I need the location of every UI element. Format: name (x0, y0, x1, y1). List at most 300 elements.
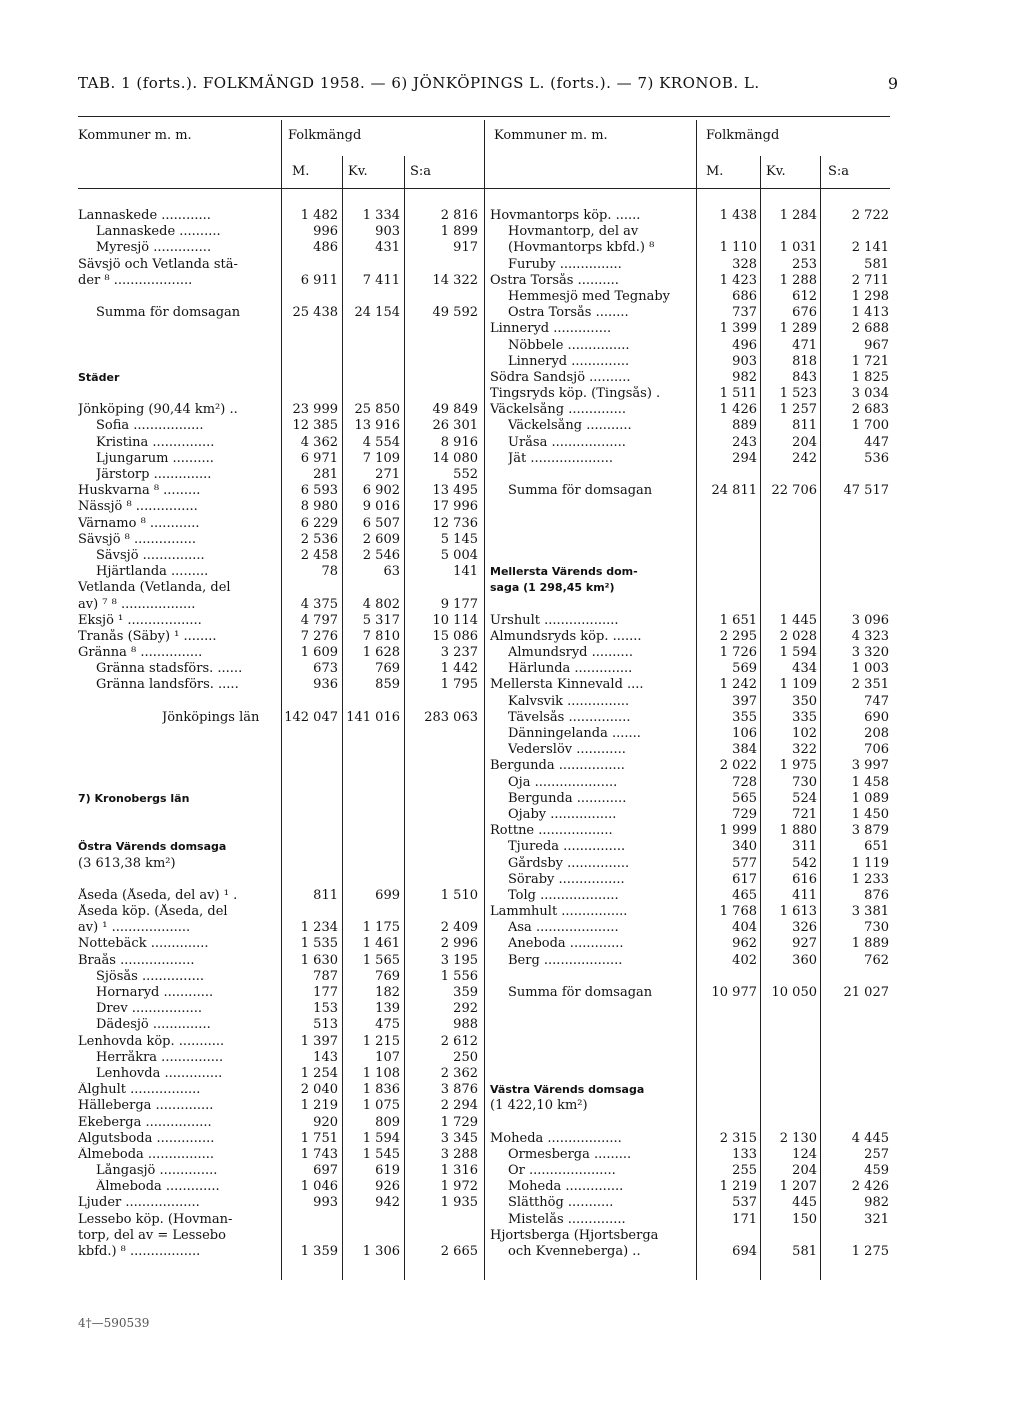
women-count: 1 565 (362, 952, 400, 968)
table-row (490, 758, 890, 774)
total-count: 141 (453, 564, 478, 580)
table-row (78, 597, 478, 613)
men-count: 8 980 (300, 499, 338, 515)
total-count: 4 445 (851, 1130, 889, 1146)
municipality-name: torp, del av = Lessebo (78, 1227, 226, 1243)
women-count: 322 (792, 742, 817, 758)
table-row (490, 451, 890, 467)
total-count: 747 (864, 693, 889, 709)
municipality-name: Hjortsberga (Hjortsberga (490, 1227, 659, 1243)
table-row (490, 726, 890, 742)
men-count: 1 423 (719, 272, 757, 288)
table-row (78, 370, 478, 386)
column-divider (484, 120, 485, 1280)
women-count: 2 028 (779, 628, 817, 644)
total-count: 8 916 (440, 434, 478, 450)
municipality-name: Lammhult ................ (490, 904, 628, 920)
total-count: 1 972 (440, 1179, 478, 1195)
table-row (490, 224, 890, 240)
table-row (490, 1212, 890, 1228)
women-count: 475 (375, 1017, 400, 1033)
table-row (78, 1001, 478, 1017)
total-count: 359 (453, 985, 478, 1000)
table-row (78, 985, 478, 1001)
women-count: 13 916 (354, 418, 400, 434)
total-count: 4 323 (851, 628, 889, 644)
table-row (78, 726, 478, 742)
municipality-name: Mistelås .............. (508, 1211, 626, 1227)
total-count: 250 (453, 1049, 478, 1065)
table-row (78, 791, 478, 807)
total-count: 1 089 (851, 790, 889, 806)
men-count: 513 (313, 1017, 338, 1033)
table-row (78, 953, 478, 969)
municipality-name: Sofia ................. (96, 418, 204, 434)
men-count: 982 (732, 369, 757, 385)
men-count: 294 (732, 450, 757, 466)
total-count: 2 665 (440, 1244, 478, 1259)
municipality-name: der ⁸ ................... (78, 272, 193, 288)
table-row (78, 694, 478, 710)
total-count: 1 275 (851, 1244, 889, 1259)
men-count: 936 (313, 677, 338, 693)
municipality-name: Älghult ................. (78, 1082, 201, 1098)
total-count: 988 (453, 1017, 478, 1033)
municipality-name: Jät .................... (508, 450, 613, 466)
table-row (78, 1034, 478, 1050)
men-count: 673 (313, 661, 338, 677)
municipality-name: (Hovmantorps kbfd.) ⁸ (508, 240, 655, 256)
total-count: 3 345 (440, 1130, 478, 1146)
women-count: 818 (792, 353, 817, 369)
table-row (78, 483, 478, 499)
men-count: 962 (732, 936, 757, 952)
women-count: 1 284 (779, 208, 817, 223)
women-count: 1 975 (779, 758, 817, 774)
total-count: 2 683 (851, 402, 889, 418)
municipality-name: Dänningelanda ....... (508, 726, 641, 741)
women-count: 1 880 (779, 823, 817, 839)
table-row (78, 354, 478, 370)
women-count: 204 (792, 1163, 817, 1179)
municipality-name: Väckelsång ........... (508, 418, 632, 434)
women-count: 471 (792, 337, 817, 353)
men-count: 171 (732, 1211, 757, 1227)
table-row (78, 661, 478, 677)
women-count: 1 613 (779, 904, 817, 920)
table-row (490, 872, 890, 888)
women-count: 253 (792, 256, 817, 272)
women-count: 730 (792, 774, 817, 790)
total-count: 17 996 (432, 499, 478, 515)
total-count: 15 086 (432, 628, 478, 644)
men-count: 6 971 (300, 450, 338, 466)
municipality-name: Summa för domsagan (508, 985, 653, 1000)
women-count: 7 411 (362, 272, 400, 288)
women-count: 1 109 (779, 677, 817, 693)
municipality-name: Slätthög ........... (508, 1195, 614, 1211)
table-row (490, 904, 890, 920)
table-row (78, 580, 478, 596)
men-count: 1 768 (719, 904, 757, 920)
men-count: 1 999 (719, 823, 757, 839)
municipality-name: Gårdsby ............... (508, 855, 630, 871)
women-count: 676 (792, 305, 817, 321)
women-count: 927 (792, 936, 817, 952)
total-count: 9 177 (440, 596, 478, 612)
table-row (78, 564, 478, 580)
men-count: 729 (732, 806, 757, 822)
municipality-name: Furuby ............... (508, 256, 622, 272)
men-count: 106 (732, 726, 757, 741)
men-count: 1 609 (300, 645, 338, 661)
total-count: 12 736 (432, 515, 478, 531)
table-row (490, 1147, 890, 1163)
total-count: 706 (864, 742, 889, 758)
men-count: 78 (321, 564, 338, 580)
total-count: 2 688 (851, 321, 889, 337)
municipality-name: Myresjö .............. (96, 240, 212, 256)
municipality-name: Berg ................... (508, 952, 623, 968)
total-count: 21 027 (843, 985, 889, 1000)
total-count: 1 721 (851, 353, 889, 369)
table-row (490, 516, 890, 532)
men-count: 486 (313, 240, 338, 256)
municipality-name: Braås .................. (78, 952, 195, 968)
total-count: 917 (453, 240, 478, 256)
print-code: 4†—590539 (78, 1316, 150, 1330)
men-count: 10 977 (711, 985, 757, 1000)
total-count: 3 096 (851, 612, 889, 628)
men-count: 255 (732, 1163, 757, 1179)
municipality-name: Huskvarna ⁸ ......... (78, 483, 201, 499)
right-rows (490, 208, 890, 1260)
municipality-name: Drev ................. (96, 1001, 203, 1017)
total-count: 292 (453, 1001, 478, 1017)
total-count: 2 294 (440, 1098, 478, 1114)
women-count: 926 (375, 1179, 400, 1195)
table-row (78, 435, 478, 451)
women-count: 1 445 (779, 612, 817, 628)
total-count: 257 (864, 1146, 889, 1162)
total-count: 13 495 (432, 483, 478, 499)
total-count: 1 825 (851, 369, 889, 385)
total-count: 1 316 (440, 1163, 478, 1179)
men-count: 697 (313, 1163, 338, 1179)
men-count: 404 (732, 920, 757, 936)
table-row (78, 872, 478, 888)
table-row (78, 1098, 478, 1114)
total-count: 1 458 (851, 774, 889, 790)
women-count: 1 836 (362, 1082, 400, 1098)
women-count: 1 031 (779, 240, 817, 256)
men-count: 4 362 (300, 434, 338, 450)
table-row (490, 1163, 890, 1179)
m-header: M. (292, 164, 310, 179)
total-count: 2 996 (440, 936, 478, 952)
men-count: 1 234 (300, 920, 338, 936)
table-row (78, 839, 478, 855)
women-count: 1 306 (362, 1244, 400, 1259)
table-row (490, 953, 890, 969)
municipality-name: Östra Värends domsaga (78, 840, 227, 854)
right-column-header (490, 120, 890, 188)
men-count: 7 276 (300, 628, 338, 644)
total-count: 1 298 (851, 288, 889, 304)
table-row (78, 386, 478, 402)
table-row (490, 694, 890, 710)
municipality-name: Urshult .................. (490, 612, 619, 628)
men-count: 496 (732, 337, 757, 353)
total-count: 762 (864, 952, 889, 968)
total-count: 1 442 (440, 661, 478, 677)
table-row (490, 548, 890, 564)
table-row (78, 532, 478, 548)
table-row (490, 208, 890, 224)
table-row (490, 613, 890, 629)
total-count: 1 700 (851, 418, 889, 434)
total-count: 730 (864, 920, 889, 936)
municipality-name: Hemmesjö med Tegnaby (508, 288, 670, 304)
men-count: 243 (732, 434, 757, 450)
municipality-name: Tingsryds köp. (Tingsås) . (490, 386, 661, 402)
women-count: 1 594 (362, 1130, 400, 1146)
table-row (490, 338, 890, 354)
page-header (78, 74, 898, 98)
municipality-name: Almundsryd .......... (508, 645, 633, 661)
municipality-name: Tjureda ............... (508, 839, 626, 855)
women-count: 182 (375, 985, 400, 1000)
municipality-name: Bergunda ............ (508, 790, 627, 806)
men-count: 402 (732, 952, 757, 968)
men-count: 577 (732, 855, 757, 871)
total-count: 1 003 (851, 661, 889, 677)
total-count: 3 876 (440, 1082, 478, 1098)
kv-header: Kv. (766, 164, 786, 179)
table-row (78, 613, 478, 629)
men-count: 4 797 (300, 612, 338, 628)
total-count: 14 080 (432, 450, 478, 466)
page-number: 9 (887, 74, 898, 93)
total-count: 3 997 (851, 758, 889, 774)
table-row (490, 888, 890, 904)
municipality-name: Ör ..................... (508, 1163, 616, 1179)
table-row (490, 483, 890, 499)
women-count: 1 288 (779, 272, 817, 288)
municipality-name: av) ⁷ ⁸ .................. (78, 596, 196, 612)
total-count: 447 (864, 434, 889, 450)
m-header: M. (706, 164, 724, 179)
women-count: 9 016 (362, 499, 400, 515)
municipality-name: kbfd.) ⁸ ................. (78, 1244, 201, 1259)
table-row (78, 677, 478, 693)
women-count: 1 461 (362, 936, 400, 952)
table-row (78, 208, 478, 224)
table-row (490, 499, 890, 515)
men-count: 569 (732, 661, 757, 677)
table-row (490, 370, 890, 386)
men-count: 465 (732, 887, 757, 903)
women-count: 5 317 (362, 612, 400, 628)
table-row (78, 807, 478, 823)
municipality-name: Algutsboda .............. (78, 1130, 215, 1146)
municipality-name: Östra Torsås .......... (490, 272, 619, 288)
municipality-name: Sävsjö ............... (96, 547, 205, 563)
women-count: 22 706 (771, 483, 817, 499)
women-count: 1 545 (362, 1146, 400, 1162)
women-count: 1 523 (779, 386, 817, 402)
municipality-name: Dädesjö .............. (96, 1017, 211, 1033)
women-count: 271 (375, 467, 400, 482)
men-count: 1 426 (719, 402, 757, 418)
municipality-name: Herråkra ............... (96, 1049, 224, 1065)
table-row (490, 402, 890, 418)
men-count: 143 (313, 1049, 338, 1065)
table-row (490, 1001, 890, 1017)
women-count: 542 (792, 855, 817, 871)
total-count: 3 288 (440, 1146, 478, 1162)
total-count: 208 (864, 726, 889, 741)
table-row (490, 1115, 890, 1131)
table-row (490, 289, 890, 305)
total-count: 2 722 (851, 208, 889, 223)
table-row (490, 661, 890, 677)
total-count: 26 301 (432, 418, 478, 434)
municipality-name: Åseda köp. (Åseda, del (78, 904, 228, 920)
table-row (490, 969, 890, 985)
folkmangd-header: Folkmängd (706, 128, 780, 143)
table-row (490, 597, 890, 613)
table-row (78, 936, 478, 952)
men-count: 1 110 (719, 240, 757, 256)
table-row (490, 985, 890, 1001)
women-count: 809 (375, 1114, 400, 1130)
total-count: 2 409 (440, 920, 478, 936)
men-count: 6 911 (300, 272, 338, 288)
municipality-name: Mellersta Värends dom- (490, 565, 638, 579)
men-count: 1 219 (300, 1098, 338, 1114)
men-count: 728 (732, 774, 757, 790)
men-count: 23 999 (292, 402, 338, 418)
men-count: 1 743 (300, 1146, 338, 1162)
women-count: 811 (792, 418, 817, 434)
municipality-name: Jönköping (90,44 km²) .. (78, 402, 238, 418)
municipality-name: Almundsryds köp. ....... (490, 628, 642, 644)
municipality-name: Hovmantorps köp. ...... (490, 208, 641, 223)
municipality-name: Sävsjö ⁸ ............... (78, 531, 196, 547)
men-count: 1 482 (300, 208, 338, 223)
table-row (490, 564, 890, 580)
table-row (78, 305, 478, 321)
table-row (490, 1098, 890, 1114)
men-count: 6 593 (300, 483, 338, 499)
municipality-name: Bergunda ................ (490, 758, 625, 774)
women-count: 10 050 (771, 985, 817, 1000)
total-count: 3 034 (851, 386, 889, 402)
table-row (490, 354, 890, 370)
women-count: 4 554 (362, 434, 400, 450)
table-title: TAB. 1 (forts.). FOLKMÄNGD 1958. — 6) JÖNKÖPINGS L. (forts.). — 7) KRONOB. L. (78, 74, 760, 92)
municipality-name: Linneryd .............. (508, 353, 630, 369)
table-row (490, 273, 890, 289)
men-count: 993 (313, 1195, 338, 1211)
municipality-name: Sjösås ............... (96, 968, 204, 984)
table-row (490, 856, 890, 872)
total-count: 1 889 (851, 936, 889, 952)
table-row (490, 1244, 890, 1260)
table-row (490, 1034, 890, 1050)
table-row (78, 1082, 478, 1098)
table-row (490, 1082, 890, 1098)
table-row (78, 969, 478, 985)
sa-header: S:a (410, 164, 432, 179)
table-row (78, 710, 478, 726)
table-row (78, 240, 478, 256)
men-count: 2 022 (719, 758, 757, 774)
total-count: 967 (864, 337, 889, 353)
municipality-name: Lenhovda köp. ........... (78, 1033, 225, 1049)
men-count: 2 315 (719, 1130, 757, 1146)
kommuner-header: Kommuner m. m. (494, 128, 608, 143)
municipality-name: Öjaby ................ (508, 806, 617, 822)
municipality-name: Värnamo ⁸ ............ (78, 515, 200, 531)
municipality-name: Ormesberga ......... (508, 1146, 632, 1162)
municipality-name: Älmeboda ................ (78, 1146, 215, 1162)
men-count: 920 (313, 1114, 338, 1130)
women-count: 204 (792, 434, 817, 450)
women-count: 360 (792, 952, 817, 968)
table-row (78, 418, 478, 434)
municipality-name: Nässjö ⁸ ............... (78, 499, 198, 515)
municipality-name: Tävelsås ............... (508, 709, 631, 725)
women-count: 1 108 (362, 1065, 400, 1081)
total-count: 3 320 (851, 645, 889, 661)
municipality-name: Ekeberga ................ (78, 1114, 212, 1130)
municipality-name: Sävsjö och Vetlanda stä- (78, 256, 238, 272)
men-count: 25 438 (292, 305, 338, 321)
municipality-name: Öja .................... (508, 774, 618, 790)
women-count: 24 154 (354, 305, 400, 321)
men-count: 889 (732, 418, 757, 434)
municipality-name: 7) Kronobergs län (78, 791, 190, 805)
total-count: 47 517 (843, 483, 889, 499)
municipality-name: Jönköpings län (162, 709, 260, 725)
total-count: 5 145 (440, 531, 478, 547)
table-row (78, 629, 478, 645)
municipality-name: Östra Torsås ........ (508, 305, 629, 321)
women-count: 150 (792, 1211, 817, 1227)
table-row (490, 791, 890, 807)
women-count: 581 (792, 1244, 817, 1259)
men-count: 617 (732, 871, 757, 887)
women-count: 1 257 (779, 402, 817, 418)
women-count: 619 (375, 1163, 400, 1179)
total-count: 2 362 (440, 1065, 478, 1081)
table-row (490, 1066, 890, 1082)
municipality-name: (1 422,10 km²) (490, 1098, 588, 1114)
women-count: 434 (792, 661, 817, 677)
table-row (78, 1115, 478, 1131)
men-count: 1 397 (300, 1033, 338, 1049)
men-count: 177 (313, 985, 338, 1000)
total-count: 3 237 (440, 645, 478, 661)
municipality-name: Söraby ................ (508, 871, 625, 887)
table-row (78, 856, 478, 872)
women-count: 1 628 (362, 645, 400, 661)
table-row (78, 1050, 478, 1066)
men-count: 1 359 (300, 1244, 338, 1259)
women-count: 616 (792, 871, 817, 887)
